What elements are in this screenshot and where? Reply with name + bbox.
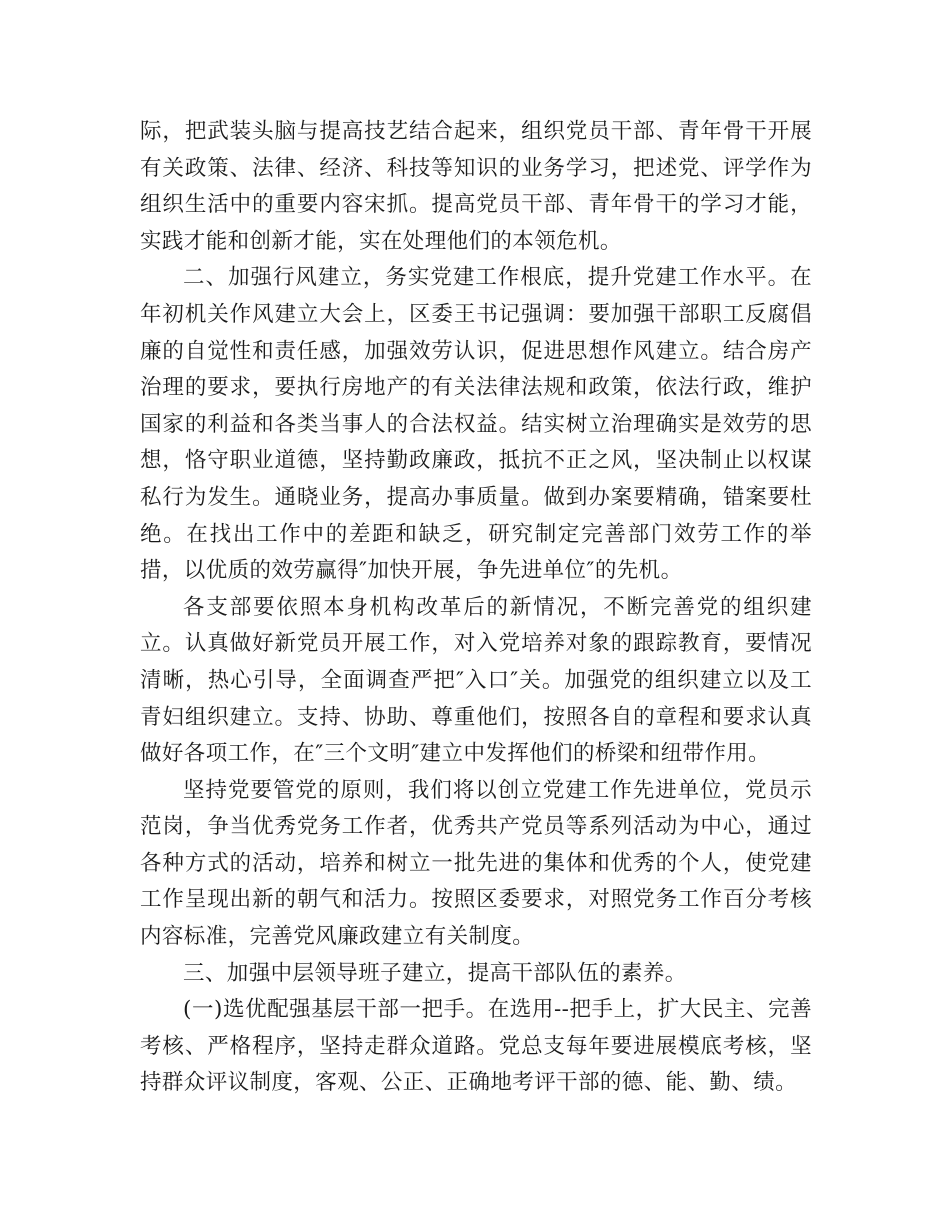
paragraph-branch-organization: 各支部要依照本身机构改革后的新情况，不断完善党的组织建立。认真做好新党员开展工作，对入党培养对象的跟踪教育，要情况清晰，热心引导，全面调查严把″入口″关。加强党的组织建立以及工青妇组织建立。支持、协助、尊重他们，按照各自的章程和要求认真做好各项工作，在″三个文明″建立中发挥他们的桥梁和纽带作用。: [140, 594, 812, 767]
paragraph-subsection-one: (一)选优配强基层干部一把手。在选用--把手上，扩大民主、完善考核、严格程序，坚持走群众道路。党总支每年要进展模底考核，坚持群众评议制度，客观、公正、正确地考评干部的德、能、勤、绩。: [140, 997, 812, 1096]
paragraph-continuation: 际，把武装头脑与提高技艺结合起来，组织党员干部、青年骨干开展有关政策、法律、经济、科技等知识的业务学习，把述党、评学作为组织生活中的重要内容宋抓。提高党员干部、青年骨干的学习才能，实践才能和创新才能，实在处理他们的本领危机。: [140, 119, 812, 254]
paragraph-section-three-heading: 三、加强中层领导班子建立，提高干部队伍的素养。: [183, 960, 687, 986]
document-body: [140, 114, 812, 1102]
paragraph-party-principle: 坚持党要管党的原则，我们将以创立党建工作先进单位，党员示范岗，争当优秀党务工作者，优秀共产党员等系列活动为中心，通过各种方式的活动，培养和树立一批先进的集体和优秀的个人，使党建工作呈现出新的朝气和活力。按照区委要求，对照党务工作百分考核内容标准，完善党风廉政建立有关制度。: [140, 777, 812, 950]
paragraph-section-two: 二、加强行风建立，务实党建工作根底，提升党建工作水平。在年初机关作风建立大会上，区委王书记强调：要加强干部职工反腐倡廉的自觉性和责任感，加强效劳认识，促进思想作风建立。结合房产治理的要求，要执行房地产的有关法律法规和政策，依法行政，维护国家的利益和各类当事人的合法权益。结实树立治理确实是效劳的思想，恪守职业道德，坚持勤政廉政，抵抗不正之风，坚决制止以权谋私行为发生。通晓业务，提高办事质量。做到办案要精确，错案要杜绝。在找出工作中的差距和缺乏，研究制定完善部门效劳工作的举措，以优质的效劳赢得″加快开展，争先进单位″的先机。: [140, 265, 812, 584]
